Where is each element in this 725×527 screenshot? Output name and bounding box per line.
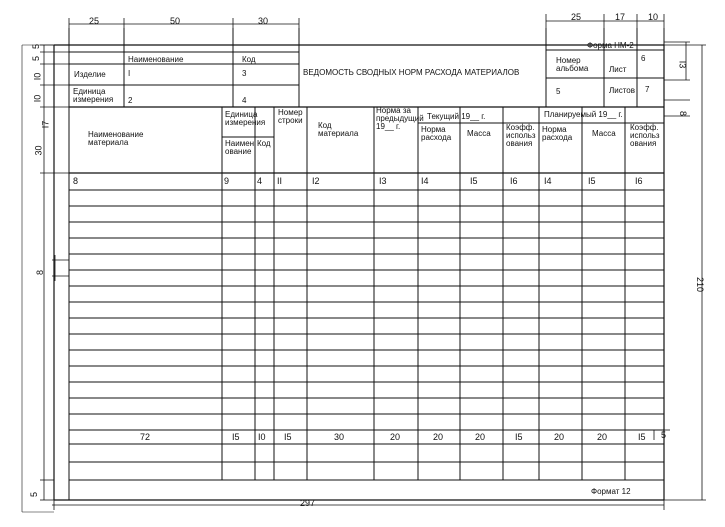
column-width-6: 20	[433, 432, 444, 442]
col-planned-mass: Масса	[592, 129, 616, 138]
dim-left-4: I0	[32, 94, 43, 103]
album-value: 5	[556, 87, 561, 96]
column-number-11: I6	[635, 176, 643, 186]
dim-top-3: 30	[258, 16, 269, 26]
form-title: ВЕДОМОСТЬ СВОДНЫХ НОРМ РАСХОДА МАТЕРИАЛОВ	[303, 68, 520, 77]
dim-top-5: 17	[615, 12, 626, 22]
column-number-10: I5	[588, 176, 596, 186]
column-width-7: 20	[475, 432, 486, 442]
format-label: Формат 12	[591, 487, 631, 496]
name-heading: Наименование	[128, 55, 184, 64]
dim-left-7: 8	[35, 269, 46, 276]
dim-top-4: 25	[571, 12, 582, 22]
column-width-3: I5	[284, 432, 292, 442]
product-name: I	[128, 69, 131, 78]
dim-right-2: 8	[678, 110, 689, 117]
column-width-1: I5	[232, 432, 240, 442]
dim-top-2: 50	[170, 16, 181, 26]
dim-left-6: 30	[33, 145, 44, 156]
sheets-value: 7	[645, 85, 650, 94]
sheets-label: Листов	[609, 86, 635, 95]
column-width-5: 20	[390, 432, 401, 442]
dim-right-3: 210	[695, 276, 706, 293]
col-current-mass: Масса	[467, 129, 491, 138]
form-code: Форма НМ-2	[587, 41, 634, 50]
column-width-2: I0	[258, 432, 266, 442]
column-number-6: I4	[421, 176, 429, 186]
col-row-number: Номер строки	[278, 108, 303, 125]
unit-code: 4	[242, 96, 247, 105]
column-number-9: I4	[544, 176, 552, 186]
dim-left-3: I0	[32, 72, 43, 81]
col-planned-norm: Норма расхода	[542, 125, 573, 142]
column-width-0: 72	[140, 432, 151, 442]
dim-left-2: 5	[31, 55, 42, 62]
col-unit-group: Единица измерения	[225, 110, 266, 127]
unit-name: 2	[128, 96, 133, 105]
dim-left-1: 5	[31, 43, 42, 50]
col-material-code: Код материала	[318, 121, 359, 138]
column-width-4: 30	[334, 432, 345, 442]
dim-right-1: I3	[677, 60, 688, 69]
dim-left-8: 5	[29, 491, 40, 498]
album-label: Номер альбома	[556, 56, 589, 73]
unit-label: Единица измерения	[73, 87, 114, 104]
column-width-11: I5	[638, 432, 646, 442]
column-number-3: II	[277, 176, 283, 186]
column-number-4: I2	[312, 176, 320, 186]
product-label: Изделие	[74, 70, 106, 79]
column-number-0: 8	[73, 176, 79, 186]
column-number-5: I3	[379, 176, 387, 186]
col-current-norm: Норма расхода	[421, 125, 452, 142]
column-width-10: 20	[597, 432, 608, 442]
col-unit-name: Наименование	[225, 139, 255, 156]
dim-left-5: I7	[40, 120, 51, 129]
column-number-2: 4	[257, 176, 263, 186]
col-unit-code: Код	[257, 139, 271, 148]
column-width-9: 20	[554, 432, 565, 442]
code-heading: Код	[242, 55, 256, 64]
column-number-8: I6	[510, 176, 518, 186]
col-planned-group: Планируемый 19__ г.	[544, 110, 623, 119]
col-prev-norm: Норма за предыдущий 19__ г.	[376, 106, 424, 131]
dim-bottom-total: 297	[300, 498, 316, 508]
column-number-1: 9	[224, 176, 230, 186]
product-code: 3	[242, 69, 247, 78]
sheet-value: 6	[641, 54, 646, 63]
dim-top-6: 10	[648, 12, 659, 22]
col-current-coeff: Коэфф. использования	[506, 123, 536, 148]
col-planned-coeff: Коэфф. использования	[630, 123, 660, 148]
dim-right-4: 5	[661, 430, 667, 440]
col-material-name: Наименование материала	[88, 130, 144, 147]
dim-top-1: 25	[89, 16, 100, 26]
col-current-group: Текущий 19__ г.	[427, 112, 486, 121]
sheet-label: Лист	[609, 65, 627, 74]
column-width-8: I5	[515, 432, 523, 442]
column-number-7: I5	[470, 176, 478, 186]
